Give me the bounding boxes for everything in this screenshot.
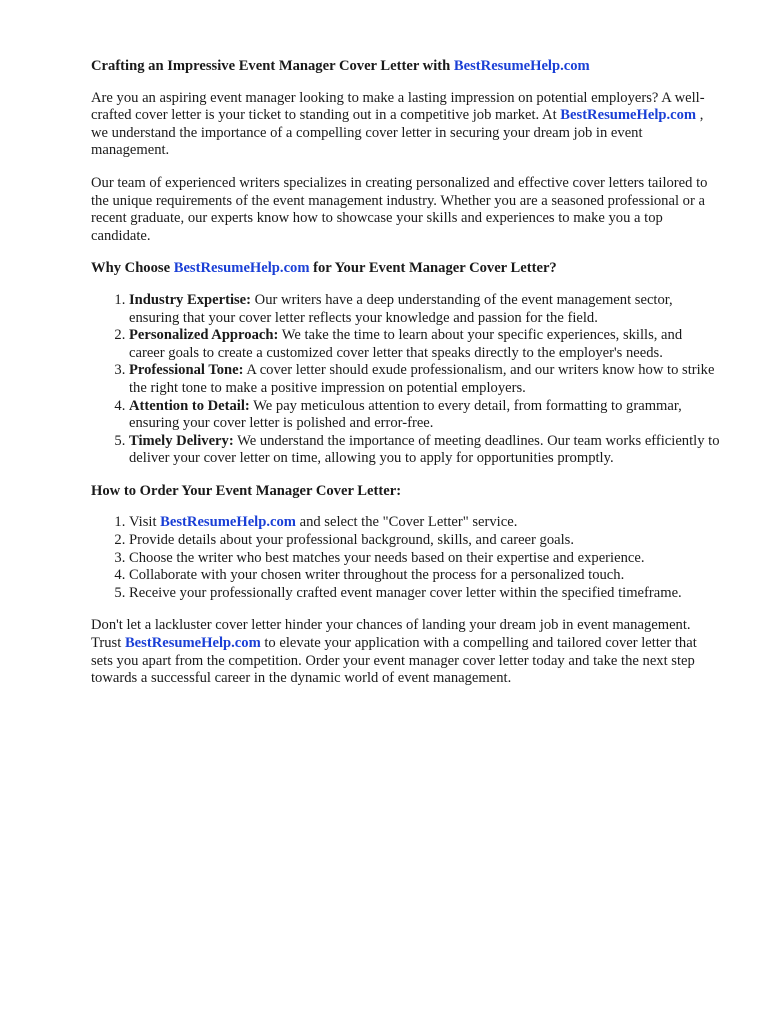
title-link[interactable]: BestResumeHelp.com	[453, 58, 590, 74]
intro-link[interactable]: BestResumeHelp.com	[560, 107, 697, 124]
item-text: We take the time to learn about your specific experiences, skills, and career goals to create a customized cover letter that speaks directly to the employer's needs.	[129, 327, 683, 361]
why-heading-link[interactable]: BestResumeHelp.com	[173, 260, 310, 277]
team-paragraph: Our team of experienced writers specializes in creating personalized and effective cover letters tailored to the unique requirements of the event management industry. Whether you are a seasoned professional or a recent graduate, our experts know how to showcase your skills and experiences to make you a top candidate.	[91, 174, 708, 244]
closing-text-2: to elevate your application with a compelling and tailored cover letter that sets you apart from the competition. Order your event manager cover letter today and take the next step towards a successful career in the dynamic world of event management.	[91, 635, 697, 687]
item-text: Our writers have a deep understanding of the event management sector, ensuring that your cover letter reflects your knowledge and passion for the field.	[129, 291, 673, 326]
document-page	[91, 58, 721, 703]
why-choose-heading	[91, 260, 721, 278]
how-to-order-heading: How to Order Your Event Manager Cover Letter:	[91, 482, 402, 499]
list-item	[129, 433, 721, 468]
list-item	[129, 362, 721, 397]
item-label: Attention to Detail:	[129, 397, 250, 414]
list-item: 3. Choose the writer who best matches your needs based on their expertise and experience.	[129, 550, 721, 568]
list-item	[129, 514, 721, 532]
closing-link[interactable]: BestResumeHelp.com	[124, 635, 261, 652]
list-item: 4. Collaborate with your chosen writer throughout the process for a personalized touch.	[129, 567, 721, 585]
closing-paragraph	[91, 617, 721, 687]
item-text: We pay meticulous attention to every detail, from formatting to grammar, ensuring your cover letter is polished and error-free.	[129, 397, 682, 432]
step-text: Visit	[129, 514, 161, 531]
item-label: Professional Tone:	[129, 362, 244, 379]
why-heading-post: for Your Event Manager Cover Letter?	[309, 260, 557, 277]
list-item	[129, 398, 721, 433]
closing-text: Don't let a lackluster cover letter hinder your chances of landing your dream job in event management. Trust	[91, 617, 691, 652]
list-item	[129, 327, 721, 362]
list-item: 2. Provide details about your professional background, skills, and career goals.	[129, 532, 721, 550]
intro-text-2: , we understand the importance of a compelling cover letter in securing your dream job in event management.	[91, 107, 704, 159]
order-link[interactable]: BestResumeHelp.com	[160, 514, 296, 531]
item-text: A cover letter should exude professionalism, and our writers know how to strike the right tone to make a positive impression on potential employers.	[129, 362, 715, 396]
intro-text: Are you an aspiring event manager looking to make a lasting impression on potential employers? A well-crafted cover letter is your ticket to standing out in a competitive job market. At	[91, 89, 705, 124]
why-heading-pre: Why Choose	[91, 260, 174, 277]
item-label: Personalized Approach:	[129, 327, 279, 344]
title-text: Crafting an Impressive Event Manager Cover Letter with	[91, 58, 454, 74]
item-label: Timely Delivery:	[129, 432, 234, 449]
order-steps-list	[91, 514, 721, 602]
intro-paragraph	[91, 90, 721, 160]
step-text-2: and select the "Cover Letter" service.	[295, 514, 518, 531]
benefits-list	[91, 292, 721, 468]
page-title	[91, 58, 721, 76]
item-text: We understand the importance of meeting deadlines. Our team works efficiently to deliver your cover letter on time, allowing you to apply for opportunities promptly.	[129, 432, 720, 467]
list-item: 5. Receive your professionally crafted event manager cover letter within the specified timeframe.	[129, 585, 721, 603]
item-label: Industry Expertise:	[129, 291, 252, 308]
list-item	[129, 292, 721, 327]
